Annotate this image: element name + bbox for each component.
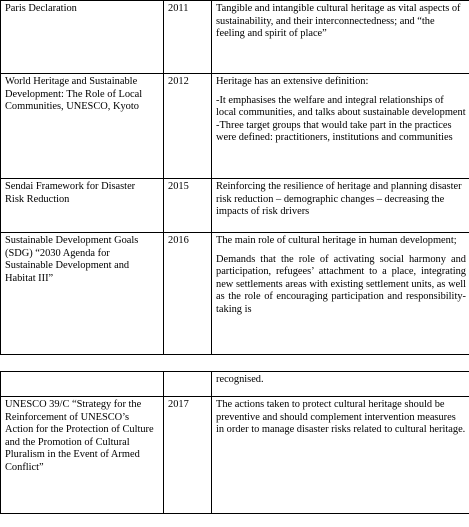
description-text: The actions taken to protect cultural heritage should be preventive and should complement intervention measures in order to manage disaster risks related to cultural heritage. — [216, 399, 466, 436]
document-name: Sendai Framework for Disaster Risk Reduction — [5, 181, 136, 205]
document-name: Sustainable Development Goals (SDG) “2030 Agenda for Sustainable Development and Habitat III” — [5, 235, 139, 284]
table-row — [1, 74, 469, 179]
document-name: Paris Declaration — [5, 3, 77, 14]
table-row — [1, 179, 469, 233]
description-cell — [212, 233, 469, 355]
document-name-cell — [1, 1, 164, 74]
table-row — [1, 233, 469, 355]
description-cell — [212, 397, 469, 514]
year-cell — [164, 179, 212, 233]
description-cell — [212, 1, 469, 74]
description-cell — [212, 179, 469, 233]
description-text: -It emphasises the welfare and integral relationships of local communities, and talks about sustainable development — [216, 94, 466, 119]
document-name-cell — [1, 74, 164, 179]
year: 2015 — [168, 181, 189, 192]
document-name-cell — [1, 372, 164, 397]
year: 2016 — [168, 235, 189, 246]
year: 2012 — [168, 76, 189, 87]
table-row — [1, 1, 469, 74]
description-cell — [212, 74, 469, 179]
document-name-cell — [1, 233, 164, 355]
year-cell — [164, 372, 212, 397]
year-cell — [164, 233, 212, 355]
description-text: -Three target groups that would take part in the practices were defined: practitioners, institutions and communities — [216, 119, 453, 144]
year: 2017 — [168, 399, 189, 410]
description-cell — [212, 372, 469, 397]
table-row — [1, 372, 469, 397]
year-cell — [164, 1, 212, 74]
year-cell — [164, 74, 212, 179]
document-name: World Heritage and Sustainable Development: The Role of Local Communities, UNESCO, Kyoto — [5, 76, 143, 113]
year-cell — [164, 397, 212, 514]
document-name-cell — [1, 397, 164, 514]
document-name-cell — [1, 179, 164, 233]
description-text: recognised. — [216, 374, 264, 385]
description-text: Reinforcing the resilience of heritage and planning disaster risk reduction – demographic changes – decreasing the impacts of risk drivers — [216, 181, 462, 218]
description-text: Demands that the role of activating social harmony and participation, refugees’ attachment to a place, integrating new settlements areas with existing settlement units, as well as the role of encouraging participation and responsibility-taking is — [216, 253, 466, 315]
description-text: The main role of cultural heritage in human development; — [216, 235, 457, 246]
table-row — [1, 397, 469, 514]
heritage-policy-table-continued — [0, 371, 469, 514]
document-name: UNESCO 39/C “Strategy for the Reinforcement of UNESCO’s Action for the Protection of Culture and the Promotion of Cultural Pluralism in the Event of Armed Conflict” — [5, 399, 154, 473]
year: 2011 — [168, 3, 189, 14]
description-text: Tangible and intangible cultural heritage as vital aspects of sustainability, and their interconnectedness; and “the feeling and spirit of place” — [216, 3, 461, 40]
description-text: Heritage has an extensive definition: — [216, 76, 369, 87]
